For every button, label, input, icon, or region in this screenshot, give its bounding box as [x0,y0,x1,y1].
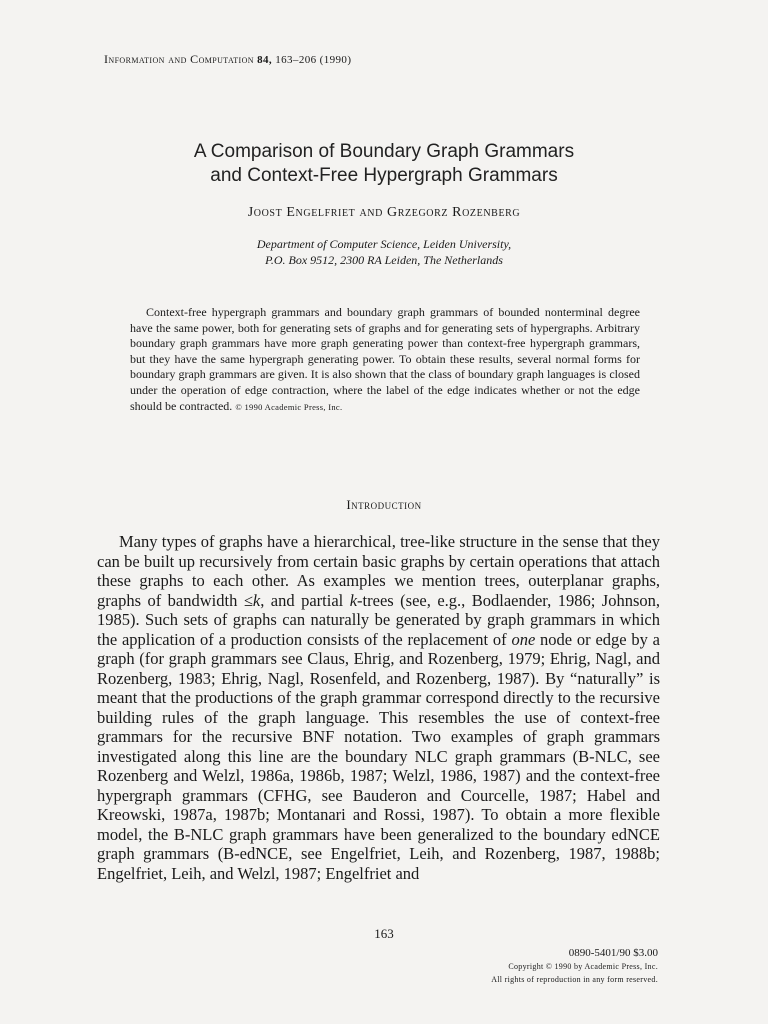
title-line-2: and Context-Free Hypergraph Grammars [210,165,558,186]
footer-copyright: Copyright © 1990 by Academic Press, Inc. [508,962,658,971]
journal-header [104,52,351,67]
title-line-1: A Comparison of Boundary Graph Grammars [193,141,575,162]
body-text-f: -trees (see, e.g., Bodlaender, 1986; Johnson, 1985). Such sets of graphs can naturally be generated by graph grammars in which the application of a production consists of the replacement of [97,590,660,649]
body-text-leq: ≤ [243,590,253,610]
abstract [130,305,640,415]
body-text-one: one [511,629,536,649]
footer-issn: 0890-5401/90 $3.00 [568,947,658,959]
page-number: 163 [374,926,394,941]
body-text-d: , and partial [260,590,350,610]
abstract-text: Context-free hypergraph grammars and boundary graph grammars of bounded nonterminal degree have the same power, both for generating sets of graphs and for generating sets of hypergraphs. Arbitrary boundary graph grammars have more graph generating power than context-free hypergraph grammars, but they have the same hypergraph generating power. To obtain these results, several normal forms for boundary graph grammars are given. It is also shown that the class of boundary graph languages is closed under the operation of edge contraction, where the label of the edge indicates whether or not the edge should be contracted. [130,305,640,413]
paper-title [0,140,768,188]
authors: Joost Engelfriet and Grzegorz Rozenberg [247,205,521,220]
body-text-h: node or edge by a graph (for graph grammars see Claus, Ehrig, and Rozenberg, 1979; Ehrig, Nagl, and Rozenberg, 1983; Ehrig, Nagl, Rosenfeld, and Rozenberg, 1987). By “naturally” is meant that the productions of the graph grammar correspond directly to the recursive building rules of the graph language. This resembles the use of context-free grammars for the recursive BNF notation. Two examples of graph grammars investigated along this line are the boundary NLC graph grammars (B-NLC, see Rozenberg and Welzl, 1986a, 1986b, 1987; Welzl, 1986, 1987) and the context-free hypergraph grammars (CFHG, see Bauderon and Courcelle, 1987; Habel and Kreowski, 1987a, 1987b; Montanari and Rossi, 1987). To obtain a more flexible model, the B-NLC graph grammars have been generalized to the boundary edNCE graph grammars (B-edNCE, see Engelfriet, Leih, and Rozenberg, 1987, 1988b; Engelfriet, Leih, and Welzl, 1987; Engelfriet and [97,629,660,883]
body-text-k2: k [349,590,358,610]
affiliation-line-1: Department of Computer Science, Leiden University, [256,237,512,251]
body-text-k1: k [252,590,261,610]
journal-pages: 163–206 (1990) [275,54,352,66]
affiliation-line-2: P.O. Box 9512, 2300 RA Leiden, The Netherlands [265,253,503,267]
footer [491,947,658,986]
body-text-a: Many types of graphs have a hierarchical, tree-like structure in the sense that they can be built up recursively from certain basic graphs by certain operations that attach these graphs to each other. As examples we mention trees, outerplanar graphs, graphs of bandwidth [97,532,660,610]
footer-rights: All rights of reproduction in any form reserved. [491,975,658,984]
affiliation [0,236,768,268]
journal-name: Information and Computation [104,52,254,66]
abstract-copyright: © 1990 Academic Press, Inc. [235,401,343,412]
body-paragraph [97,532,660,883]
section-heading: Introduction [346,497,422,512]
journal-volume: 84, [257,54,273,66]
